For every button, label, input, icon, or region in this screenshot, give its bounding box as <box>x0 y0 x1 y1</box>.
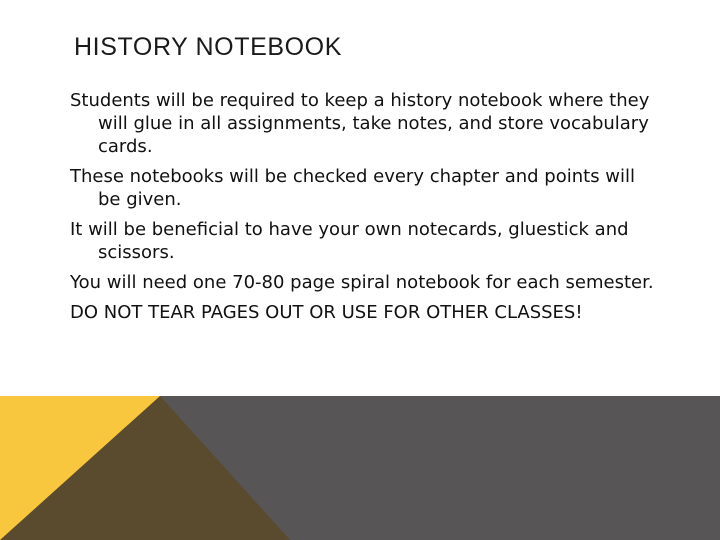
bullet-item-spiral-notebook: You will need one 70-80 page spiral notebook for each semester. <box>70 272 654 293</box>
slide-title: HISTORY NOTEBOOK <box>74 33 342 61</box>
bullet-item-warning: DO NOT TEAR PAGES OUT OR USE FOR OTHER CLASSES! <box>70 302 583 323</box>
bullet-item-notebook-checks: These notebooks will be checked every chapter and points will be given. <box>70 166 636 210</box>
bullet-item-notebook-requirement: Students will be required to keep a history notebook where they will glue in all assignments, take notes, and store vocabulary cards. <box>70 90 650 157</box>
bullet-item-supplies: It will be beneficial to have your own notecards, gluestick and scissors. <box>70 219 629 263</box>
decorative-footer-band <box>0 396 720 540</box>
bullet-list <box>70 89 660 331</box>
